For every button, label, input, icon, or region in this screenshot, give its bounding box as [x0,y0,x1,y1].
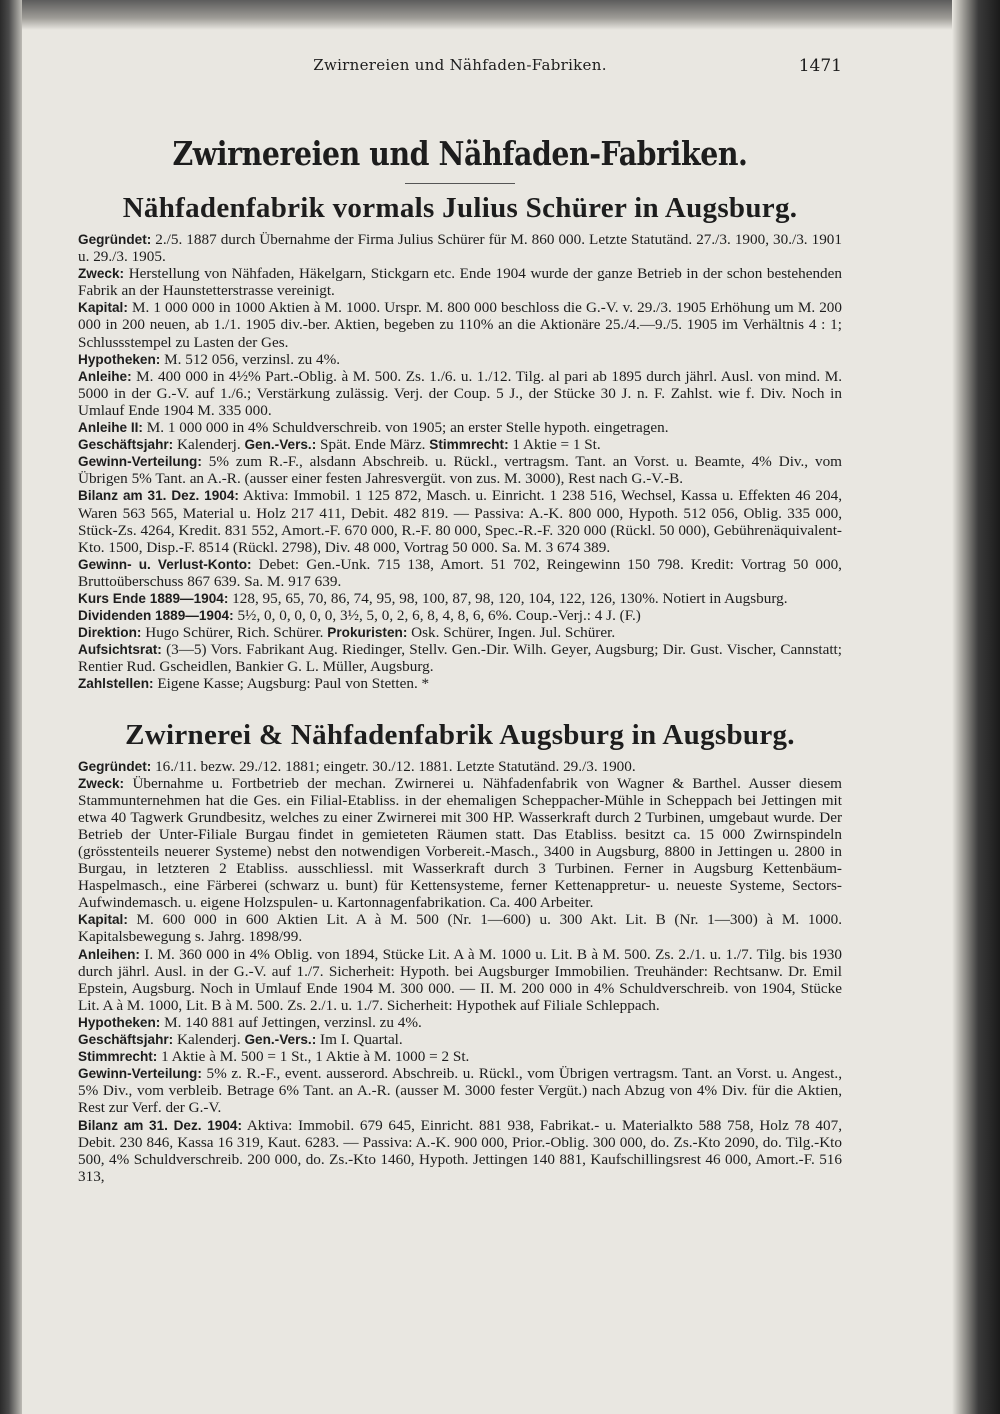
entry-paragraph [78,351,842,368]
scan-shadow-right [952,0,1000,1414]
field-text: Spät. Ende März. [316,436,430,454]
field-label: Aufsichtsrat: [78,642,162,658]
field-text: Eigene Kasse; Augsburg: Paul von Stetten. * [153,675,430,693]
entry-paragraph [78,299,842,350]
field-text: Hugo Schürer, Rich. Schürer. [141,624,328,642]
field-text: I. M. 360 000 in 4% Oblig. von 1894, Stücke Lit. A à M. 1000 u. Lit. B à M. 500. Zs. 2./1. u. 1./7. Tilg. bis 1930 durch jährl. Ausl. in der G.-V. auf 1./7. Sicherheit: Hypoth. bei Augsburger Immobilien. Treuhänder: Rechtsanw. Dr. Emil Epstein, Augsburg. Noch in Umlauf Ende 1904 M. 300 000. — II. M. 200 000 in 4% Schuldverschreib. von 1904, Stücke Lit. A à M. 1000, Lit. B à M. 500. Zs. 2./1. u. 1./7. Sicherheit: Hypothek auf Filiale Schleppach. [78,945,842,1014]
field-label: Kapital: [78,300,128,316]
field-text: Aktiva: Immobil. 1 125 872, Masch. u. Einricht. 1 238 516, Wechsel, Kassa u. Effekten 46 204, Waren 563 565, Material u. Holz 217 411, Debit. 482 819. — Passiva: A.-K. 800 000, Hypoth. 512 056, Oblig. 335 000, Stück-Zs. 4264, Kredit. 831 552, Amort.-F. 670 000, R.-F. 80 000, Spec.-R.-F. 320 000 (Rückl. 50 000), Gebührenäquivalent-Kto. 1500, Disp.-F. 8514 (Rückl. 2798), Div. 48 000, Vortrag 50 000. Sa. M. 3 674 389. [78,487,842,556]
field-label: Gewinn-Verteilung: [78,454,202,470]
field-text: Kalenderj. [173,436,245,454]
field-text: Übernahme u. Fortbetrieb der mechan. Zwirnerei u. Nähfadenfabrik von Wagner & Barthel. Ausser diesem Stammunternehmen hat die Ges. ein Filial-Etabliss. in der ehemaligen Scheppacher-Mühle in Scheppach bei Jettingen mit etwa 40 Tagwerk Grundbesitz, welches zu einer Zwirnerei mit 300 HP. Wasserkraft durch 2 Turbinen, umgebaut wurde. Der Betrieb der Unter-Filiale Burgau findet in gemieteten Räumen statt. Das Etabliss. besitzt ca. 15 000 Zwirnspindeln (grösstenteils neuerer Systeme) nebst den notwendigen Vorbereit.-Masch., 3400 in Augsburg, 8800 in Jettingen u. 2800 in Burgau, in letzteren 2 Etabliss. ausschliessl. mit Wasserkraft durch 3 Turbinen. Ferner in Augsburg Kettenbäum-Haspelmasch., eine Färberei (schwarz u. bunt) für Kettensysteme, ferner Kettenappretur- u. neueste Systeme, Sectors-Aufwindemasch. u. eigene Holzspulen- u. Kartonnagenfabrikation. Ca. 400 Arbeiter. [78,774,842,912]
field-label: Gen.-Vers.: [244,437,317,453]
field-label: Gewinn-Verteilung: [78,1066,202,1082]
field-text: 1 Aktie à M. 500 = 1 St., 1 Aktie à M. 1000 = 2 St. [157,1048,470,1066]
field-text: 5½, 0, 0, 0, 0, 0, 3½, 5, 0, 2, 6, 8, 4, 8, 6, 6%. Coup.-Verj.: 4 J. (F.) [233,607,641,625]
entry-paragraph [78,946,842,1014]
field-label: Geschäftsjahr: [78,437,174,453]
page-number: 1471 [798,56,842,76]
entry-paragraph [78,436,842,453]
field-label: Geschäftsjahr: [78,1032,174,1048]
field-text: Im I. Quartal. [316,1031,403,1049]
field-text: M. 1 000 000 in 1000 Aktien à M. 1000. Urspr. M. 800 000 beschloss die G.-V. v. 29./3. 1905 Erhöhung um M. 200 000 in 200 neuen, ab 1./1. 1905 div.-ber. Aktien, begeben zu 110% an die Aktionäre 25./4.—9./5. 1905 im Verhältnis 4 : 1; Schlussstempel zu Lasten der Ges. [78,299,842,351]
company-entry [78,719,842,1185]
field-text: M. 600 000 in 600 Aktien Lit. A à M. 500 (Nr. 1—600) u. 300 Akt. Lit. B (Nr. 1—300) à M. 1000. Kapitalsbewegung s. Jahrg. 1898/99. [78,911,842,946]
entry-paragraph [78,1031,842,1048]
running-head [78,56,842,86]
scan-shadow-top [0,0,1000,30]
field-label: Kapital: [78,912,128,928]
field-text: Herstellung von Nähfaden, Häkelgarn, Stickgarn etc. Ende 1904 wurde der ganze Betrieb in der schon bestehenden Fabrik an der Haunstetterstrasse vereinigt. [78,265,842,300]
entry-paragraph [78,758,842,775]
field-text: 128, 95, 65, 70, 86, 74, 95, 98, 100, 87, 98, 120, 104, 122, 126, 130%. Notiert in Augsburg. [228,589,788,607]
company-title: Nähfadenfabrik vormals Julius Schürer in Augsburg. [122,192,798,224]
field-label: Gegründet: [78,232,152,247]
field-text: Debet: Gen.-Unk. 715 138, Amort. 51 702, Reingewinn 150 798. Kredit: Vortrag 50 000, Bruttoüberschuss 867 639. Sa. M. 917 639. [78,555,842,590]
field-text: 1 Aktie = 1 St. [508,436,601,454]
entry-paragraph [78,1048,842,1065]
page-content [78,56,842,1185]
field-label: Anleihe II: [78,420,143,436]
entry-paragraph [78,231,842,265]
entry-paragraph [78,453,842,487]
field-label: Zweck: [78,775,125,791]
entry-paragraph [78,590,842,607]
field-text: 5% z. R.-F., event. ausserord. Abschreib. u. Rückl., vom Übrigen vertragsm. Tant. an Vorst. u. Angest., 5% Div., vom verbleib. Betrage 6% Tant. an A.-R. (ausser M. 3000 fester Vergüt.) nach Abzug von 4% Div. für die Aktien, Rest zur Verf. der G.-V. [78,1065,842,1117]
running-title: Zwirnereien und Nähfaden-Fabriken. [313,56,607,74]
field-text: M. 512 056, verzinsl. zu 4%. [160,350,341,368]
field-label: Stimmrecht: [429,437,509,453]
field-label: Gegründet: [78,758,152,774]
entry-paragraph [78,1065,842,1116]
entry-paragraph [78,556,842,590]
field-text: Osk. Schürer, Ingen. Jul. Schürer. [407,624,616,642]
field-text: (3—5) Vors. Fabrikant Aug. Riedinger, Stellv. Gen.-Dir. Wilh. Geyer, Augsburg; Dir. Gust. Vischer, Cannstatt; Rentier Rud. Gscheidlen, Bankier G. L. Müller, Augsburg. [78,641,842,676]
field-label: Zahlstellen: [78,676,154,692]
field-text: M. 400 000 in 4½% Part.-Oblig. à M. 500. Zs. 1./6. u. 1./12. Tilg. al pari ab 1895 durch jährl. Ausl. von mind. M. 5000 in der G.-V. auf 1./6.; Verstärkung zulässig. Verj. der Coup. 5 J., der Stücke 30 J. n. F. Zahlst. wie f. Div. Noch in Umlauf Ende 1904 M. 335 000. [78,367,842,419]
field-label: Hypotheken: [78,1014,161,1030]
field-label: Kurs Ende 1889—1904: [78,590,229,606]
entry-paragraph [78,1117,842,1185]
field-text: 16./11. bezw. 29./12. 1881; eingetr. 30./12. 1881. Letzte Statutänd. 29./3. 1900. [151,757,636,775]
entry-paragraph [78,675,842,692]
entry-paragraph [78,624,842,641]
field-text: Kalenderj. [173,1031,245,1049]
company-entry [78,192,842,693]
entry-paragraph [78,641,842,675]
scan-shadow-left [0,0,22,1414]
entry-paragraph [78,419,842,436]
entry-paragraph [78,368,842,419]
field-text: M. 140 881 auf Jettingen, verzinsl. zu 4%. [160,1013,422,1031]
field-text: M. 1 000 000 in 4% Schuldverschreib. von 1905; an erster Stelle hypoth. eingetragen. [142,419,669,437]
entry-paragraph [78,911,842,945]
field-label: Bilanz am 31. Dez. 1904: [78,488,239,504]
field-label: Stimmrecht: [78,1049,158,1065]
entry-paragraph [78,607,842,624]
field-label: Gewinn- u. Verlust-Konto: [78,556,252,572]
entry-paragraph [78,487,842,555]
entry-paragraph [78,775,842,912]
field-label: Dividenden 1889—1904: [78,608,234,624]
field-label: Direktion: [78,625,142,641]
company-title: Zwirnerei & Nähfadenfabrik Augsburg in Augsburg. [125,718,795,751]
section-title: Zwirnereien und Nähfaden-Fabriken. [172,134,748,173]
field-text: 5% zum R.-F., alsdann Abschreib. u. Rückl., vertragsm. Tant. an Vorst. u. Beamte, 4% Div., vom Übrigen 5% Tant. an A.-R. (ausser einer festen Jahresvergüt. von zus. M. 3000), Rest nach G.-V.-B. [78,453,842,488]
field-label: Anleihe: [78,368,132,384]
field-text: 2./5. 1887 durch Übernahme der Firma Julius Schürer für M. 860 000. Letzte Statutänd. 27./3. 1900, 30./3. 1901 u. 29./3. 1905. [78,231,842,266]
field-label: Anleihen: [78,946,140,962]
field-label: Hypotheken: [78,351,161,367]
entry-paragraph [78,265,842,299]
company-list [78,192,842,1185]
field-label: Prokuristen: [327,625,408,641]
field-label: Bilanz am 31. Dez. 1904: [78,1117,242,1133]
title-rule [405,183,515,184]
field-label: Gen.-Vers.: [244,1032,317,1048]
entry-paragraph [78,1014,842,1031]
field-text: Aktiva: Immobil. 679 645, Einricht. 881 938, Fabrikat.- u. Materialkto 588 758, Holz 78 407, Debit. 230 846, Kassa 16 319, Kaut. 6283. — Passiva: A.-K. 900 000, Prior.-Oblig. 300 000, do. Zs.-Kto 2090, do. Tilg.-Kto 500, 4% Schuldverschreib. 200 000, do. Zs.-Kto 1460, Hypoth. Jettingen 140 881, Kaufschillingsrest 46 000, Amort.-F. 516 313, [78,1116,842,1185]
field-label: Zweck: [78,266,125,282]
